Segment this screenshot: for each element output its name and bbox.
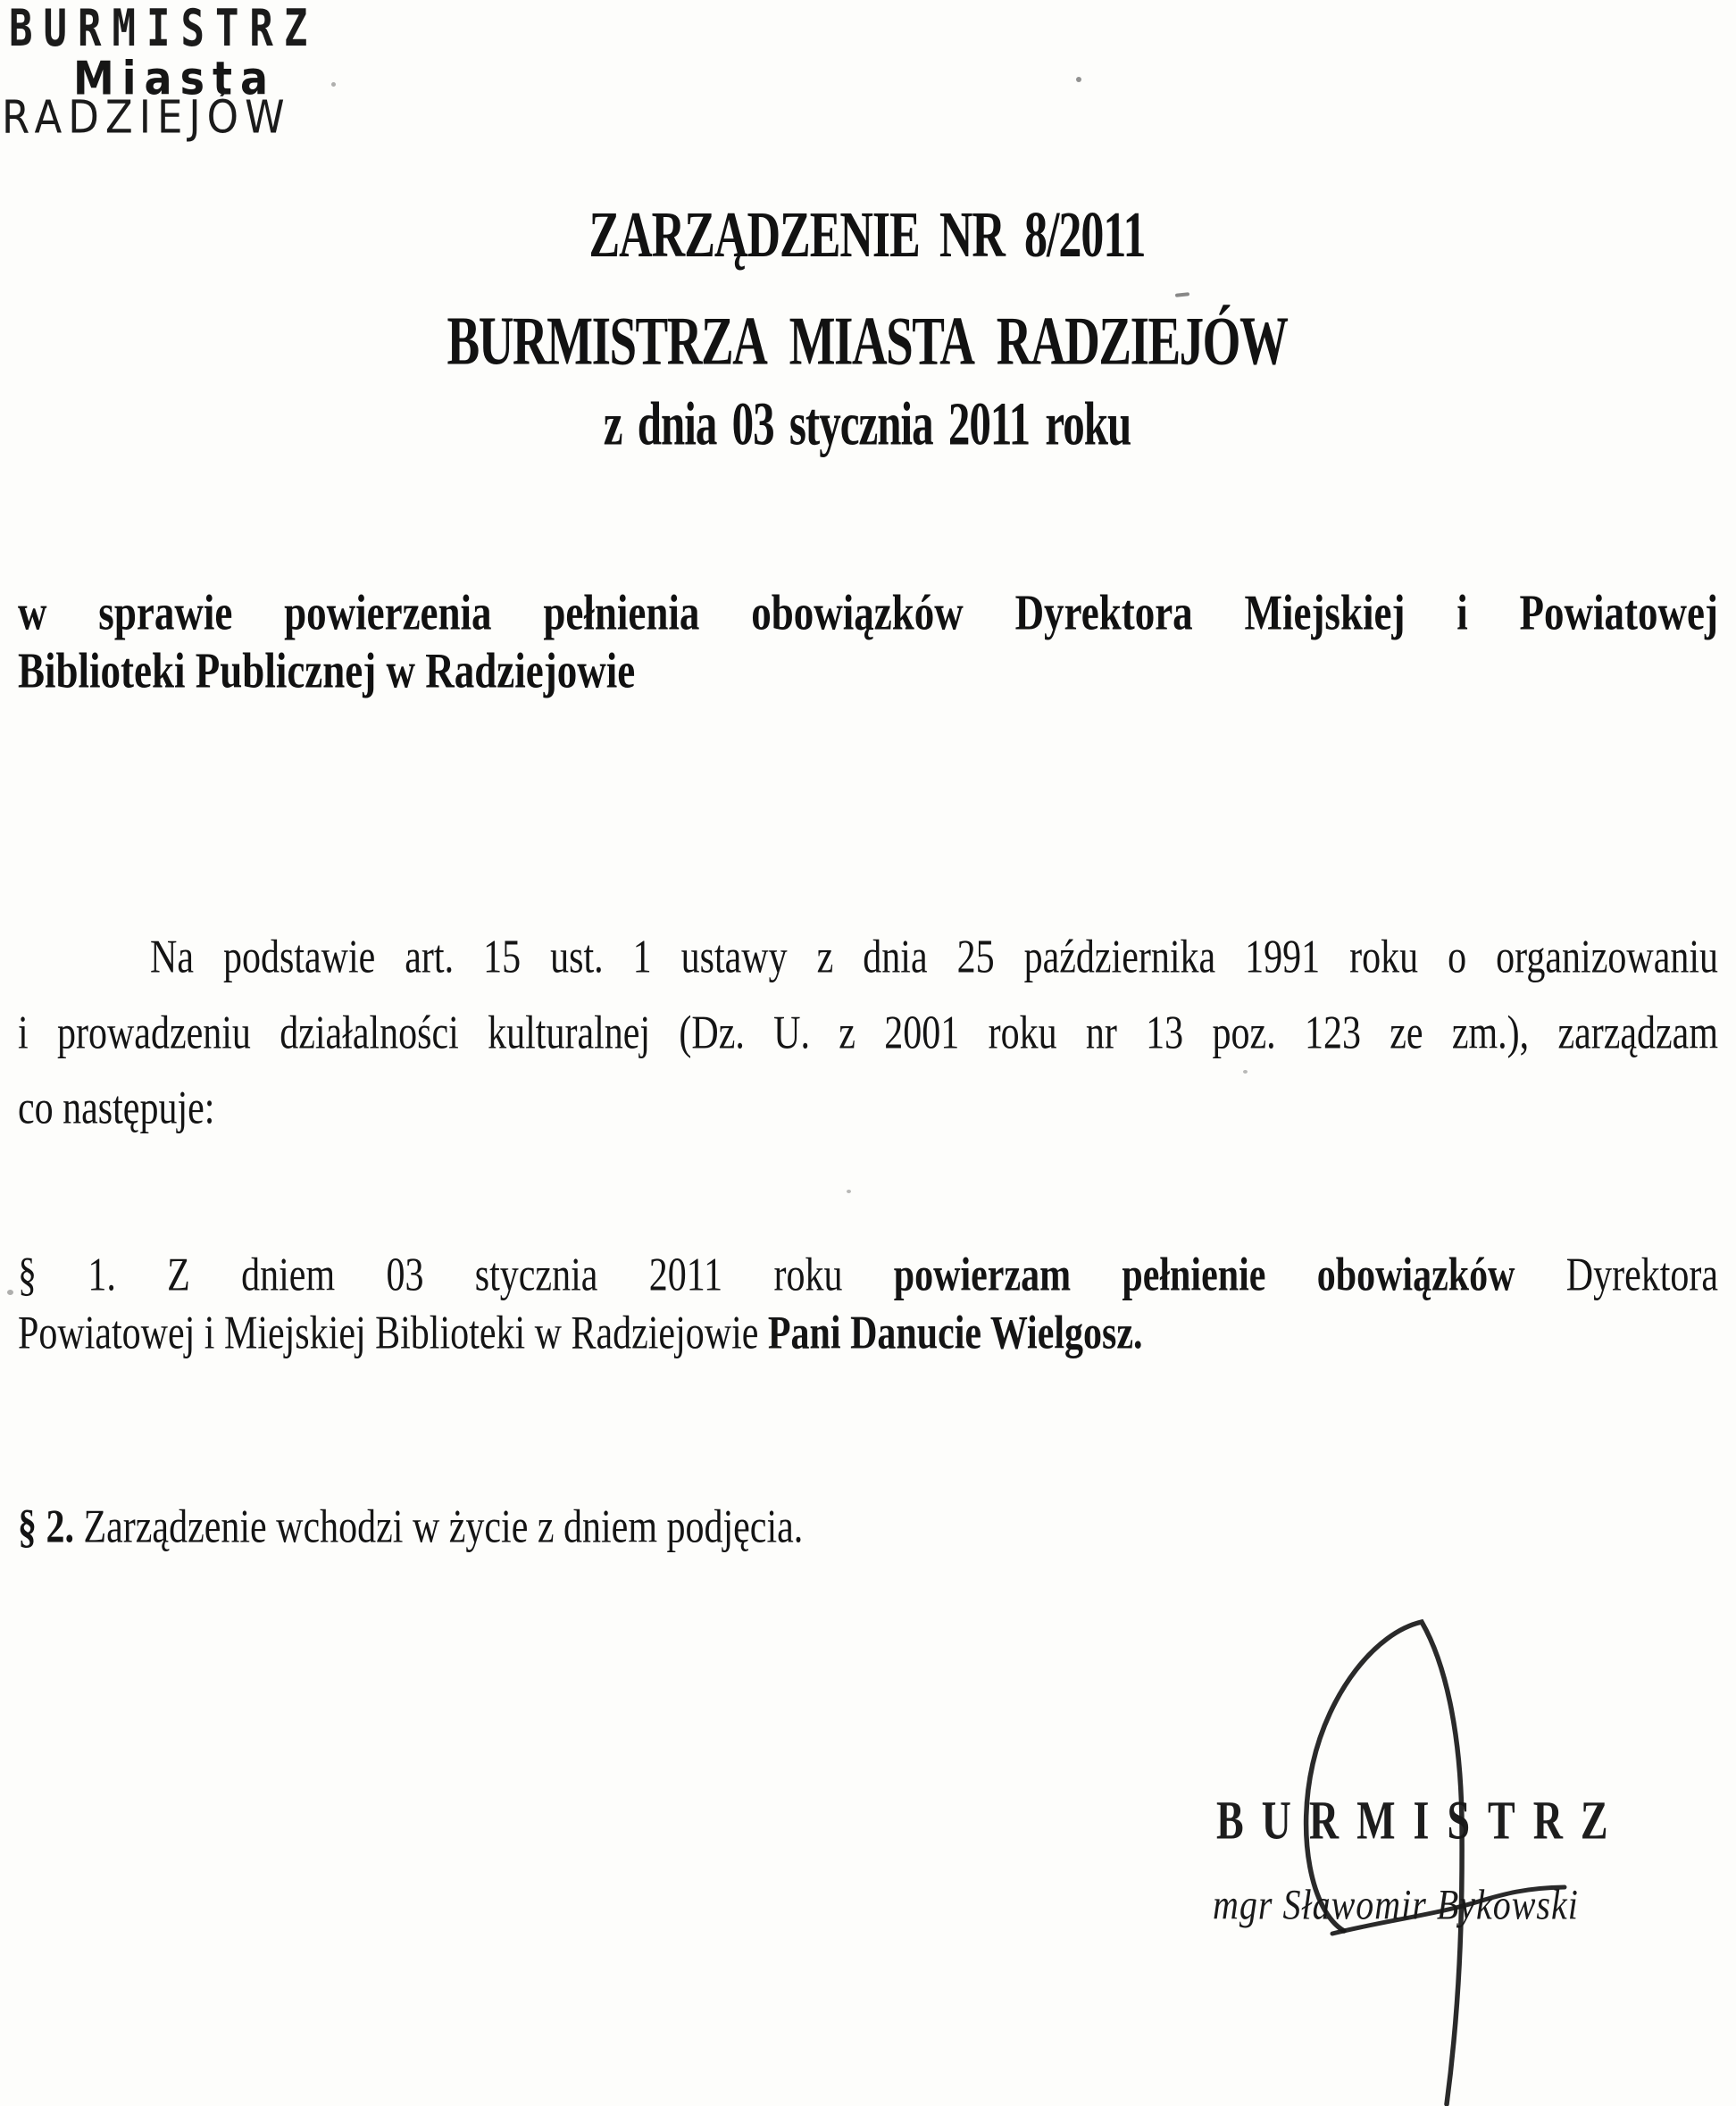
legal-basis-line-1: Na podstawie art. 15 ust. 1 ustawy z dnia 25 października 1991 roku o organizowaniu [150, 932, 1718, 983]
signature-name: mgr Sławomir Bykowski [1213, 1880, 1579, 1929]
scan-speck [1175, 292, 1189, 297]
legal-basis-line-2: i prowadzeniu działalności kulturalnej (Dz. U. z 2001 roku nr 13 poz. 123 ze zm.), zarządzam [18, 1007, 1718, 1059]
scan-speck [1243, 1070, 1248, 1074]
appointee-name: Pani Danucie Wielgosz. [767, 1308, 1143, 1359]
stamp-line-2: Miasta [73, 51, 276, 105]
paragraph-1-line-1 [18, 1249, 1719, 1301]
signature-loop-stroke [1306, 1622, 1463, 2104]
subject-line-1: w sprawie powierzenia pełnienia obowiązków Dyrektora Miejskiej i Powiatowej [18, 584, 1718, 640]
scan-speck [331, 82, 336, 87]
decree-date-title: z dnia 03 stycznia 2011 roku [603, 389, 1131, 458]
decree-number-title: ZARZĄDZENIE NR 8/2011 [588, 199, 1146, 272]
paragraph-2 [18, 1501, 1718, 1553]
subject-line-2: Biblioteki Publicznej w Radziejowie [18, 642, 636, 698]
paragraph-2-marker: § 2. [18, 1501, 74, 1553]
paragraph-1-bold-phrase: powierzam pełnienie obowiązków [893, 1249, 1515, 1301]
paragraph-1-line-2-text: Powiatowej i Miejskiej Biblioteki w Radziejowie [18, 1308, 768, 1359]
legal-basis-line-3: co następuje: [18, 1082, 215, 1134]
paragraph-1-line-2 [18, 1310, 1718, 1358]
paragraph-1-text-end: Dyrektora [1515, 1249, 1719, 1301]
stamp-line-1: BURMISTRZ [9, 0, 319, 59]
paragraph-1-text: § 1. Z dniem 03 stycznia 2011 roku [18, 1249, 894, 1301]
scan-speck [7, 1290, 13, 1295]
decree-issuer-title: BURMISTRZA MIASTA RADZIEJÓW [447, 302, 1288, 380]
signature-title: BURMISTRZ [1216, 1790, 1626, 1851]
scan-speck [847, 1190, 851, 1193]
scan-speck [1076, 77, 1081, 82]
paragraph-2-text: Zarządzenie wchodzi w życie z dniem podjęcia. [74, 1501, 804, 1553]
stamp-line-3: RADZIEJÓW [2, 90, 291, 144]
